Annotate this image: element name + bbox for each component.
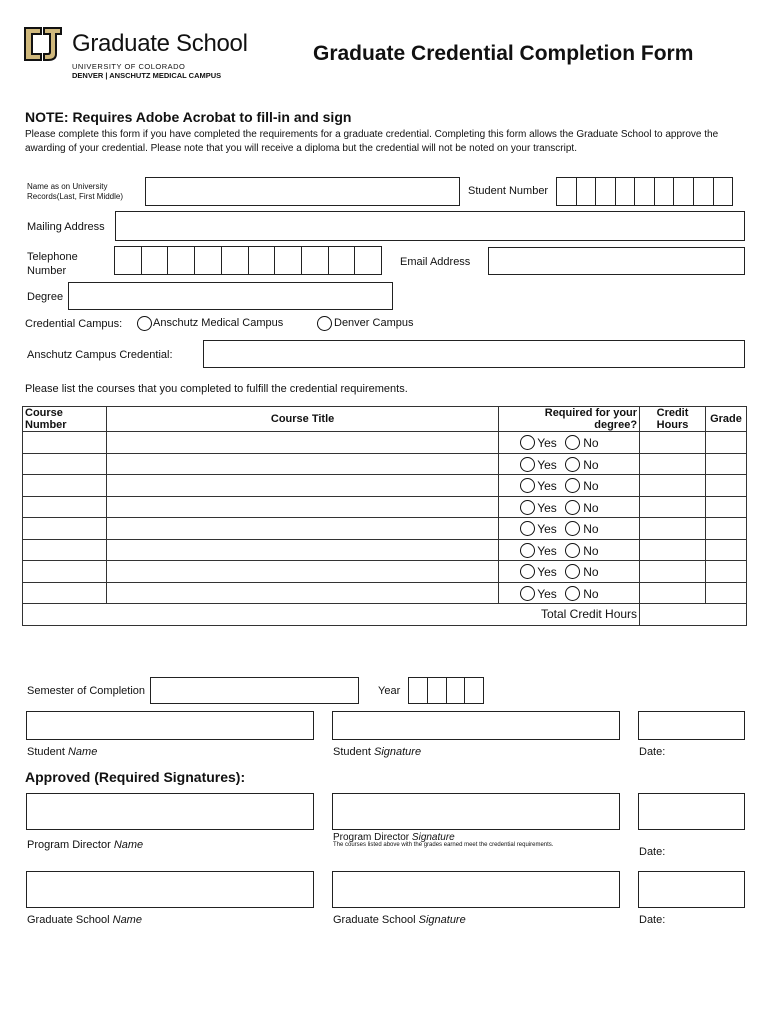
no-label: No: [583, 543, 599, 558]
course-number-cell[interactable]: [23, 539, 107, 561]
course-title-cell[interactable]: [106, 561, 498, 583]
no-label: No: [583, 436, 599, 450]
program-director-name-label: Program Director Name: [27, 839, 144, 851]
course-title-cell[interactable]: [106, 496, 498, 518]
name-label: Name as on University Records(Last, First Middle): [27, 182, 124, 201]
student-number-field[interactable]: [556, 177, 733, 206]
grade-cell[interactable]: [705, 539, 746, 561]
total-row: [23, 604, 747, 626]
required-cell: [499, 475, 640, 497]
student-name-label: Student Name: [27, 746, 98, 758]
course-number-cell[interactable]: [23, 518, 107, 540]
required-options: [501, 518, 637, 539]
telephone-label: Telephone Number: [27, 251, 78, 277]
course-title-cell[interactable]: [106, 475, 498, 497]
required-no-radio[interactable]: [565, 586, 580, 601]
program-director-date-label: Date:: [639, 846, 666, 858]
grade-cell[interactable]: [705, 475, 746, 497]
program-director-signature-field[interactable]: [332, 793, 620, 830]
total-credit-hours-label: Total Credit Hours: [23, 604, 640, 626]
grade-cell[interactable]: [705, 518, 746, 540]
required-yes-radio[interactable]: [520, 500, 535, 515]
grad-school-date-label: Date:: [639, 914, 666, 926]
student-name-field[interactable]: [26, 711, 314, 740]
telephone-field[interactable]: [114, 246, 382, 275]
course-number-cell[interactable]: [23, 453, 107, 475]
required-yes-radio[interactable]: [520, 564, 535, 579]
year-label: Year: [378, 685, 401, 697]
course-title-cell[interactable]: [106, 539, 498, 561]
course-row: [23, 475, 747, 497]
no-label: No: [583, 479, 599, 493]
course-title-cell[interactable]: [106, 518, 498, 540]
student-signature-field[interactable]: [332, 711, 620, 740]
required-options: [501, 561, 637, 582]
required-no-radio[interactable]: [565, 435, 580, 450]
anschutz-campus-radio[interactable]: [137, 316, 152, 331]
program-director-note: The courses listed above with the grades earned meet the credential requirements.: [333, 842, 554, 848]
credit-hours-cell[interactable]: [640, 539, 706, 561]
mailing-address-label: Mailing Address: [27, 221, 105, 233]
required-no-radio[interactable]: [565, 543, 580, 558]
email-label: Email Address: [400, 256, 471, 268]
required-options: [501, 432, 637, 453]
yes-label: Yes: [537, 543, 557, 558]
grad-school-name-field[interactable]: [26, 871, 314, 908]
required-yes-radio[interactable]: [520, 435, 535, 450]
required-yes-radio[interactable]: [520, 457, 535, 472]
anschutz-credential-label: Anschutz Campus Credential:: [27, 349, 173, 361]
program-director-date-field[interactable]: [638, 793, 745, 830]
no-label: No: [583, 586, 599, 601]
course-row: [23, 561, 747, 583]
semester-label: Semester of Completion: [27, 685, 145, 697]
course-title-cell[interactable]: [106, 453, 498, 475]
email-field[interactable]: [488, 247, 745, 275]
mailing-address-field[interactable]: [115, 211, 745, 241]
header-required: Required for your degree?: [499, 407, 640, 432]
anschutz-credential-field[interactable]: [203, 340, 745, 368]
grade-cell[interactable]: [705, 561, 746, 583]
university-name: UNIVERSITY OF COLORADO: [72, 62, 186, 71]
credit-hours-cell[interactable]: [640, 582, 706, 604]
semester-field[interactable]: [150, 677, 359, 704]
campus-line: DENVER | ANSCHUTZ MEDICAL CAMPUS: [72, 71, 222, 80]
grad-school-signature-field[interactable]: [332, 871, 620, 908]
cu-logo-icon: [22, 24, 64, 64]
course-row: [23, 582, 747, 604]
grad-school-signature-label: Graduate School Signature: [333, 914, 466, 926]
yes-label: Yes: [537, 522, 557, 536]
courses-header-row: [23, 407, 747, 432]
credential-campus-label: Credential Campus:: [25, 318, 123, 330]
credit-hours-cell[interactable]: [640, 561, 706, 583]
course-title-cell[interactable]: [106, 582, 498, 604]
credit-hours-cell[interactable]: [640, 475, 706, 497]
required-no-radio[interactable]: [565, 564, 580, 579]
course-number-cell[interactable]: [23, 496, 107, 518]
student-date-label: Date:: [639, 746, 666, 758]
student-date-field[interactable]: [638, 711, 745, 740]
grad-school-name-label: Graduate School Name: [27, 914, 142, 926]
required-no-radio[interactable]: [565, 457, 580, 472]
required-yes-radio[interactable]: [520, 478, 535, 493]
course-row: [23, 539, 747, 561]
yes-label: Yes: [537, 565, 557, 579]
courses-instruction: Please list the courses that you completed to fulfill the credential requirements.: [25, 383, 408, 395]
required-yes-radio[interactable]: [520, 586, 535, 601]
courses-table: [22, 406, 747, 626]
program-director-name-field[interactable]: [26, 793, 314, 830]
no-label: No: [583, 522, 599, 536]
denver-campus-label: Denver Campus: [334, 317, 414, 329]
required-no-radio[interactable]: [565, 500, 580, 515]
note-heading: NOTE: Requires Adobe Acrobat to fill-in and sign: [25, 109, 352, 125]
grade-cell[interactable]: [705, 496, 746, 518]
required-cell: [499, 518, 640, 540]
course-title-cell[interactable]: [106, 432, 498, 454]
course-row: [23, 432, 747, 454]
required-options: [501, 454, 637, 475]
required-options: [501, 583, 637, 604]
credit-hours-cell[interactable]: [640, 432, 706, 454]
yes-label: Yes: [537, 457, 557, 472]
yes-label: Yes: [537, 479, 557, 493]
no-label: No: [583, 565, 599, 579]
required-cell: [499, 432, 640, 454]
course-row: [23, 496, 747, 518]
required-cell: [499, 496, 640, 518]
yes-label: Yes: [537, 500, 557, 515]
required-cell: [499, 453, 640, 475]
header-course-title: Course Title: [106, 407, 498, 432]
required-no-radio[interactable]: [565, 478, 580, 493]
required-cell: [499, 561, 640, 583]
required-options: [501, 540, 637, 561]
course-number-cell[interactable]: [23, 561, 107, 583]
grad-school-date-field[interactable]: [638, 871, 745, 908]
required-no-radio[interactable]: [565, 521, 580, 536]
denver-campus-radio[interactable]: [317, 316, 332, 331]
course-number-cell[interactable]: [23, 475, 107, 497]
degree-field[interactable]: [68, 282, 393, 310]
required-options: [501, 475, 637, 496]
name-field[interactable]: [145, 177, 460, 206]
school-name: Graduate School: [72, 30, 248, 57]
form-title: Graduate Credential Completion Form: [313, 42, 694, 65]
year-field[interactable]: [408, 677, 484, 704]
approved-heading: Approved (Required Signatures):: [25, 769, 246, 785]
course-number-cell[interactable]: [23, 432, 107, 454]
credit-hours-cell[interactable]: [640, 496, 706, 518]
required-options: [501, 497, 637, 518]
degree-label: Degree: [27, 291, 64, 303]
no-label: No: [583, 457, 599, 472]
required-cell: [499, 539, 640, 561]
student-signature-label: Student Signature: [333, 746, 422, 758]
header-course-number: Course Number: [23, 407, 107, 432]
student-number-label: Student Number: [468, 185, 549, 197]
course-number-cell[interactable]: [23, 582, 107, 604]
required-cell: [499, 582, 640, 604]
header-credit-hours: Credit Hours: [640, 407, 706, 432]
total-credit-hours-field[interactable]: [640, 604, 747, 626]
program-director-signature-label: Program Director Signature: [333, 832, 455, 843]
course-row: [23, 518, 747, 540]
grade-cell[interactable]: [705, 453, 746, 475]
yes-label: Yes: [537, 586, 557, 601]
header-grade: Grade: [705, 407, 746, 432]
yes-label: Yes: [537, 436, 557, 450]
grade-cell[interactable]: [705, 582, 746, 604]
credit-hours-cell[interactable]: [640, 453, 706, 475]
required-yes-radio[interactable]: [520, 521, 535, 536]
anschutz-campus-label: Anschutz Medical Campus: [153, 317, 284, 329]
required-yes-radio[interactable]: [520, 543, 535, 558]
course-row: [23, 453, 747, 475]
no-label: No: [583, 500, 599, 515]
instructions-paragraph: Please complete this form if you have completed the requirements for a graduate credential. Completing this form allows the Graduate School to approve the awarding of your credential. Please note that you will receive a diploma but the credential will not be noted on your transcript.: [25, 129, 719, 154]
grade-cell[interactable]: [705, 432, 746, 454]
credit-hours-cell[interactable]: [640, 518, 706, 540]
